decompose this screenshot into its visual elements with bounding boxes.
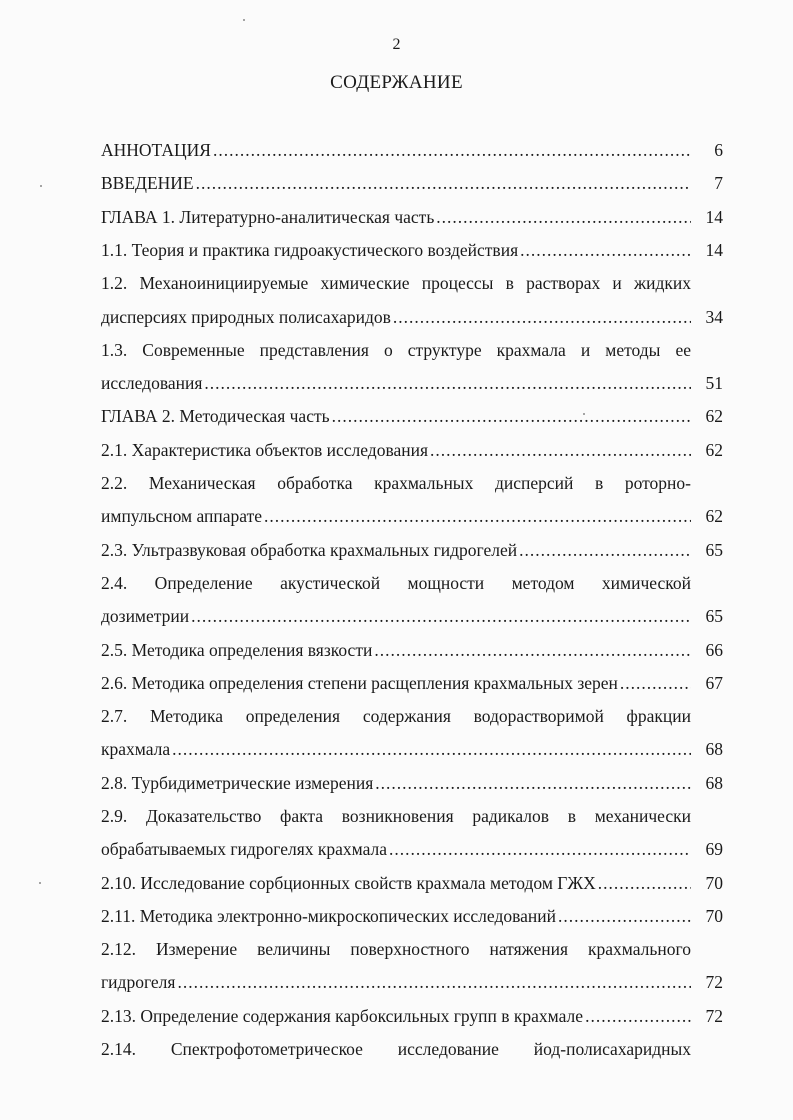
toc-entry-text: 2.6. Методика определения степени расщепления крахмальных зерен: [101, 673, 618, 693]
toc-leader-dots: [374, 636, 691, 664]
toc-leader-dots: [436, 203, 691, 231]
toc-leader-dots: [177, 968, 691, 996]
page-number: 2: [392, 36, 401, 53]
toc-entry-text: дозиметрии: [101, 606, 190, 626]
toc-entry-text: 2.9. Доказательство факта возникновения радикалов в механически: [101, 806, 691, 826]
toc-page-number: 34: [705, 307, 723, 327]
toc-page-number: 70: [705, 873, 723, 893]
toc-entry-text: 2.4. Определение акустической мощности методом химической: [101, 573, 691, 593]
toc-page-number: 65: [705, 606, 723, 626]
toc-entry: [101, 402, 723, 430]
toc-page-number: 72: [705, 1006, 723, 1026]
toc-entry: [101, 436, 723, 464]
toc-leader-dots: [519, 536, 691, 564]
toc-entry: [101, 869, 723, 897]
toc-entry: [101, 169, 723, 197]
toc-entry: [101, 968, 723, 996]
toc-leader-dots: [196, 169, 691, 197]
page-title: СОДЕРЖАНИЕ: [330, 72, 463, 93]
toc-leader-dots: [393, 303, 691, 331]
toc-page-number: 7: [714, 173, 723, 193]
toc-entry: [101, 602, 723, 630]
scan-speck: [583, 413, 585, 415]
toc-page-number: 51: [705, 373, 723, 393]
toc-page-number: 67: [705, 673, 723, 693]
toc-page-number: 62: [705, 440, 723, 460]
toc-page-number: 72: [705, 972, 723, 992]
toc-leader-dots: [172, 735, 691, 763]
toc-page-number: 62: [705, 406, 723, 426]
toc-entry-text: 2.8. Турбидиметрические измерения: [101, 773, 374, 793]
toc-entry-text: обрабатываемых гидрогелях крахмала: [101, 839, 388, 859]
toc-entry-text: исследования: [101, 373, 203, 393]
toc-entry-text: импульсном аппарате: [101, 506, 263, 526]
toc-entry-text: крахмала: [101, 739, 171, 759]
toc-page-number: 70: [705, 906, 723, 926]
toc-entry-text: 2.1. Характеристика объектов исследования: [101, 440, 429, 460]
toc-leader-dots: [375, 769, 691, 797]
toc-page-number: 68: [705, 739, 723, 759]
toc-page-number: 68: [705, 773, 723, 793]
toc-leader-dots: [191, 602, 691, 630]
toc-leader-dots: [598, 869, 691, 897]
toc-entry-text: 2.14. Спектрофотометрическое исследование йод-полисахаридных: [101, 1039, 691, 1059]
toc-entry-text: 2.11. Методика электронно-микроскопических исследований: [101, 906, 556, 926]
toc-entry: [101, 536, 723, 564]
toc-leader-dots: [264, 502, 691, 530]
toc-entry: [101, 735, 723, 763]
toc-entry: [101, 1002, 723, 1030]
toc-entry: [101, 136, 723, 164]
toc-entry: [101, 636, 723, 664]
toc-entry: [101, 502, 723, 530]
toc-leader-dots: [332, 402, 691, 430]
toc-page-number: 14: [705, 207, 723, 227]
toc-entry-text: 2.12. Измерение величины поверхностного натяжения крахмального: [101, 939, 691, 959]
toc-leader-dots: [389, 835, 691, 863]
toc-page-number: 65: [705, 540, 723, 560]
toc-entry-text: 2.3. Ультразвуковая обработка крахмальных гидрогелей: [101, 540, 518, 560]
toc-entry-text: 2.7. Методика определения содержания водорастворимой фракции: [101, 706, 691, 726]
toc-entry-text: 1.1. Теория и практика гидроакустического воздействия: [101, 240, 519, 260]
toc-leader-dots: [558, 902, 691, 930]
toc-entry-text: 1.2. Механоинициируемые химические процессы в растворах и жидких: [101, 273, 691, 293]
toc-entry: [101, 902, 723, 930]
toc-page-number: 6: [714, 140, 723, 160]
toc-entry: [101, 236, 723, 264]
toc-leader-dots: [520, 236, 691, 264]
toc-entry-text: гидрогеля: [101, 972, 176, 992]
toc-leader-dots: [204, 369, 691, 397]
toc-entry: [101, 835, 723, 863]
toc-leader-dots: [585, 1002, 691, 1030]
toc-entry-text: ГЛАВА 2. Методическая часть: [101, 406, 330, 426]
toc-page-number: 69: [705, 839, 723, 859]
toc-entry-text: ВВЕДЕНИЕ: [101, 173, 194, 193]
toc-entry-text: 2.10. Исследование сорбционных свойств крахмала методом ГЖХ: [101, 873, 596, 893]
toc-page-number: 66: [705, 640, 723, 660]
toc-entry-text: АННОТАЦИЯ: [101, 140, 211, 160]
toc-entry: [101, 669, 723, 697]
toc-entry-text: 2.5. Методика определения вязкости: [101, 640, 373, 660]
toc-leader-dots: [430, 436, 691, 464]
toc-entry-text: 1.3. Современные представления о структуре крахмала и методы ее: [101, 340, 691, 360]
scan-speck: [243, 19, 245, 21]
scan-speck: [40, 185, 42, 187]
toc-entry-text: ГЛАВА 1. Литературно-аналитическая часть: [101, 207, 435, 227]
toc-entry: [101, 203, 723, 231]
toc-page-number: 62: [705, 506, 723, 526]
toc-page-number: 14: [705, 240, 723, 260]
toc-entry-text: дисперсиях природных полисахаридов: [101, 307, 391, 327]
toc-entry-text: 2.2. Механическая обработка крахмальных дисперсий в роторно-: [101, 473, 691, 493]
toc-entry: [101, 303, 723, 331]
toc-leader-dots: [620, 669, 691, 697]
toc-entry: [101, 369, 723, 397]
scan-speck: [39, 882, 41, 884]
toc-entry: [101, 769, 723, 797]
toc-leader-dots: [213, 136, 691, 164]
toc-entry-text: 2.13. Определение содержания карбоксильных групп в крахмале: [101, 1006, 584, 1026]
